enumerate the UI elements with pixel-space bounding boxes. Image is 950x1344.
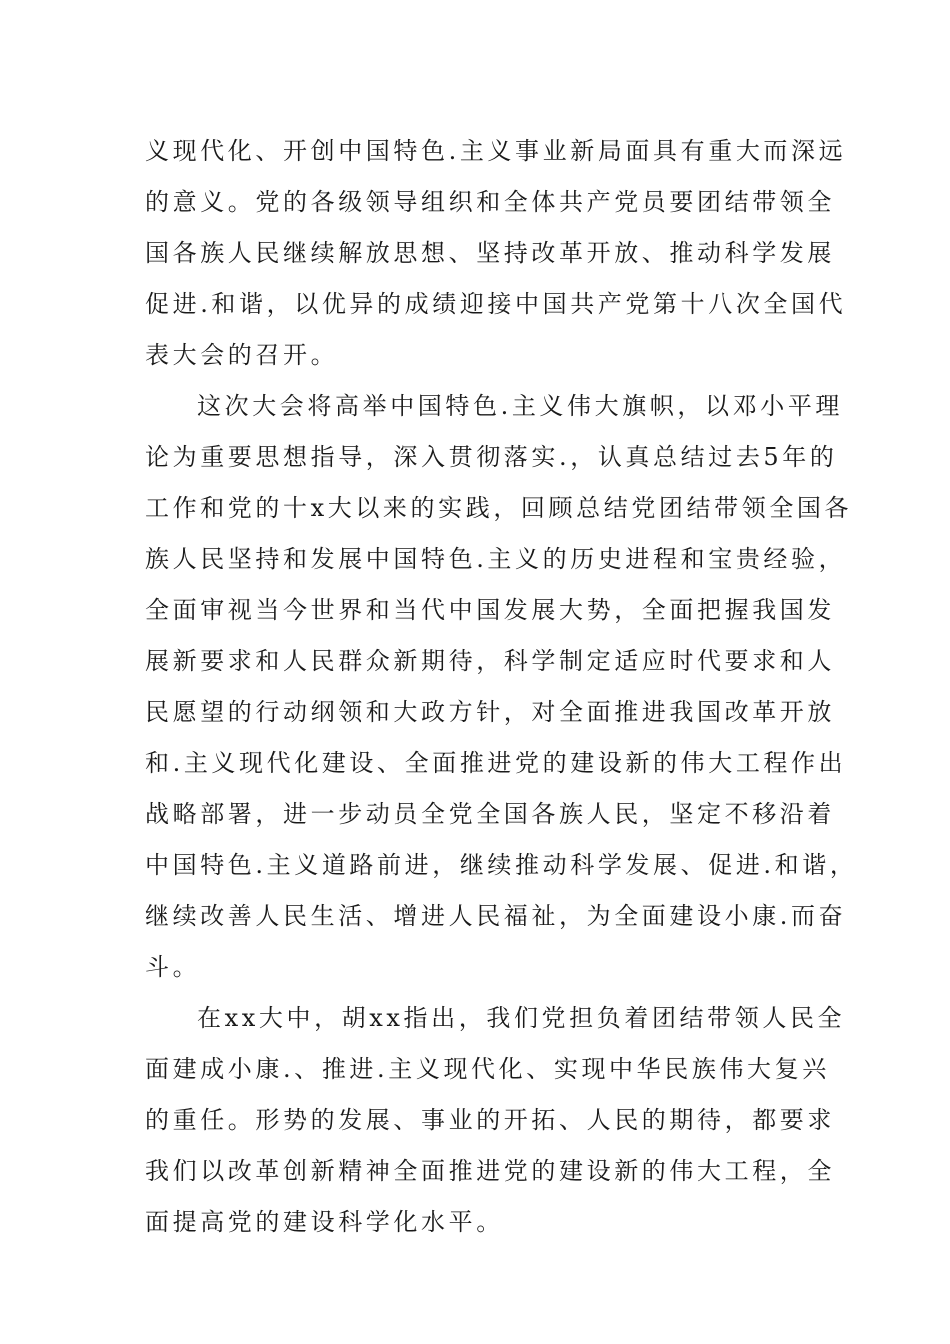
paragraph-3-line-3: 的重任。形势的发展、事业的开拓、人民的期待，都要求 — [145, 1106, 835, 1134]
paragraph-1-line-5: 表大会的召开。 — [145, 341, 339, 369]
paragraph-3-line-1: 在xx大中，胡xx指出，我们党担负着团结带领人民全 — [197, 1004, 846, 1032]
paragraph-1-line-2: 的意义。党的各级领导组织和全体共产党员要团结带领全 — [145, 188, 835, 216]
paragraph-2-line-6: 展新要求和人民群众新期待，科学制定适应时代要求和人 — [145, 647, 835, 675]
paragraph-3-line-5: 面提高党的建设科学化水平。 — [145, 1208, 504, 1236]
paragraph-2-line-10: 中国特色.主义道路前进，继续推动科学发展、促进.和谐， — [145, 851, 858, 879]
paragraph-2-line-8: 和.主义现代化建设、全面推进党的建设新的伟大工程作出 — [145, 749, 847, 777]
paragraph-2-line-2: 论为重要思想指导，深入贯彻落实.，认真总结过去5年的 — [145, 443, 838, 471]
document-body — [145, 126, 858, 1248]
paragraph-2-line-5: 全面审视当今世界和当代中国发展大势，全面把握我国发 — [145, 596, 835, 624]
paragraph-1-line-1: 义现代化、开创中国特色.主义事业新局面具有重大而深远 — [145, 137, 847, 165]
paragraph-1-line-4: 促进.和谐，以优异的成绩迎接中国共产党第十八次全国代 — [145, 290, 847, 318]
paragraph-2-line-1: 这次大会将高举中国特色.主义伟大旗帜，以邓小平理 — [197, 392, 844, 420]
paragraph-2-line-3: 工作和党的十x大以来的实践，回顾总结党团结带领全国各 — [145, 494, 853, 522]
paragraph-2-line-4: 族人民坚持和发展中国特色.主义的历史进程和宝贵经验， — [145, 545, 847, 573]
paragraph-2-line-12: 斗。 — [145, 953, 201, 981]
paragraph-1-line-3: 国各族人民继续解放思想、坚持改革开放、推动科学发展 — [145, 239, 835, 267]
paragraph-2-line-9: 战略部署，进一步动员全党全国各族人民，坚定不移沿着 — [145, 800, 835, 828]
paragraph-2-line-11: 继续改善人民生活、增进人民福祉，为全面建设小康.而奋 — [145, 902, 847, 930]
paragraph-2-line-7: 民愿望的行动纲领和大政方针，对全面推进我国改革开放 — [145, 698, 835, 726]
paragraph-3-line-4: 我们以改革创新精神全面推进党的建设新的伟大工程，全 — [145, 1157, 835, 1185]
paragraph-3-line-2: 面建成小康.、推进.主义现代化、实现中华民族伟大复兴 — [145, 1055, 830, 1083]
